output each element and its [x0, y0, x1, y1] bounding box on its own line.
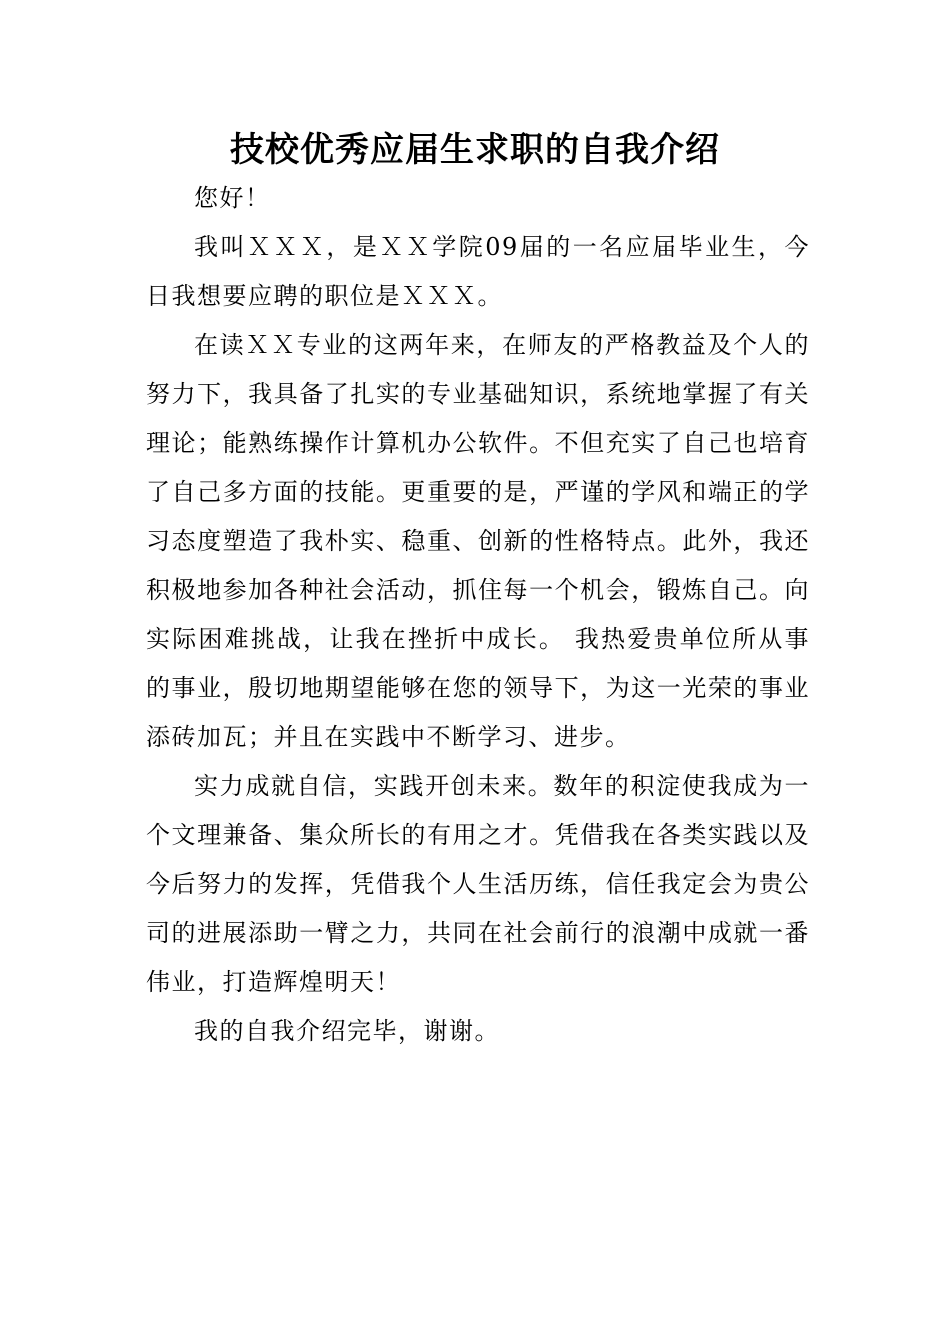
- document-body: [146, 174, 810, 1056]
- paragraph-commitment: 实力成就自信，实践开创未来。数年的积淀使我成为一个文理兼备、集众所长的有用之才。凭借我在各类实践以及今后努力的发挥，凭借我个人生活历练，信任我定会为贵公司的进展添助一臂之力，共同在社会前行的浪潮中成就一番伟业，打造辉煌明天！: [146, 772, 810, 996]
- paragraph-introduction: 我叫ＸＸＸ，是ＸＸ学院09届的一名应届毕业生，今日我想要应聘的职位是ＸＸＸ。: [146, 233, 810, 310]
- paragraph-closing: 我的自我介绍完毕，谢谢。: [194, 1017, 500, 1045]
- paragraph-qualifications: 在读ＸＸ专业的这两年来，在师友的严格教益及个人的努力下，我具备了扎实的专业基础知识，系统地掌握了有关理论；能熟练操作计算机办公软件。不但充实了自己也培育了自己多方面的技能。更重要的是，严谨的学风和端正的学习态度塑造了我朴实、稳重、创新的性格特点。此外，我还积极地参加各种社会活动，抓住每一个机会，锻炼自己。向实际困难挑战，让我在挫折中成长。 我热爱贵单位所从事的事业，殷切地期望能够在您的领导下，为这一光荣的事业添砖加瓦；并且在实践中不断学习、进步。: [146, 331, 810, 751]
- document-title: 技校优秀应届生求职的自我介绍: [230, 130, 720, 170]
- paragraph-greeting: 您好！: [194, 184, 271, 212]
